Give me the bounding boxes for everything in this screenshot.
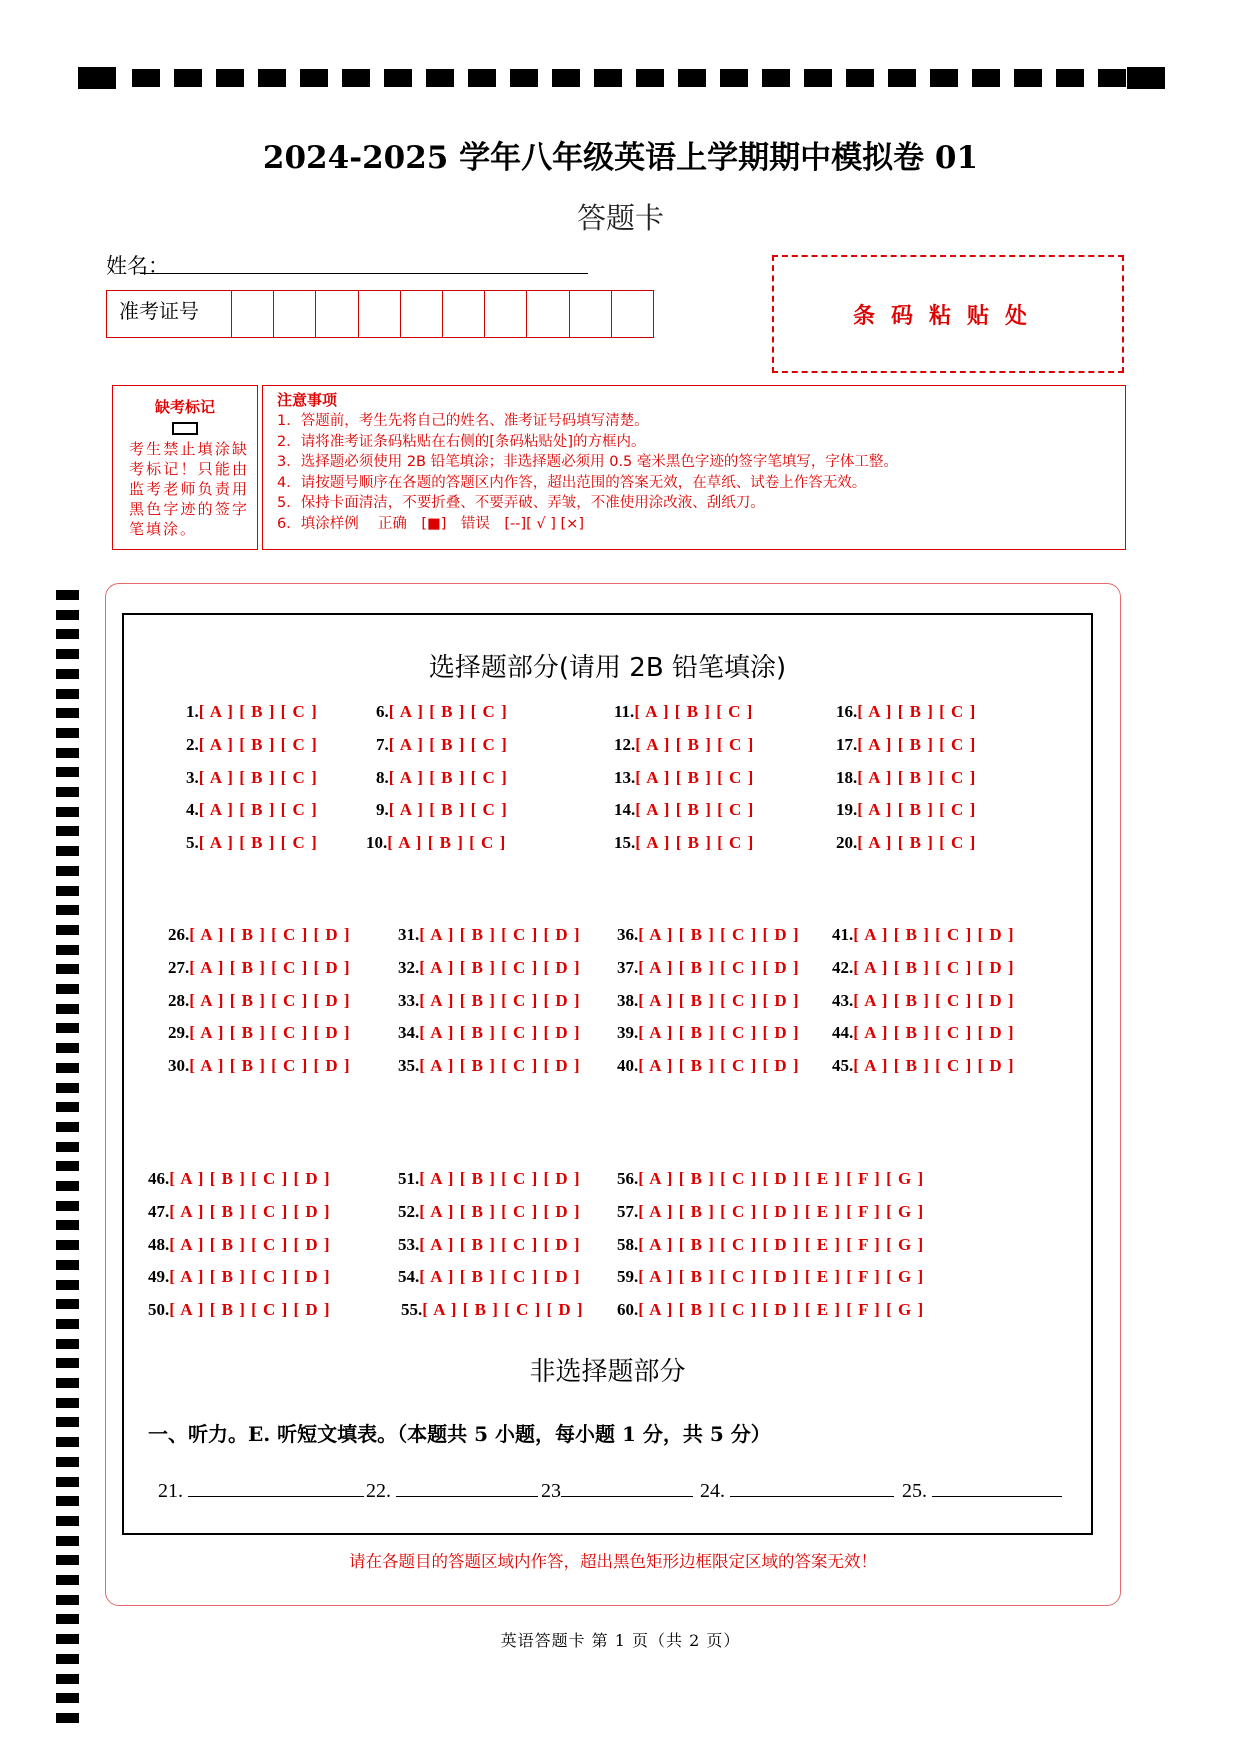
timing-mark: [56, 886, 79, 896]
question-number: 45.: [832, 1056, 854, 1076]
question-number: 52.: [398, 1201, 420, 1221]
timing-mark: [56, 1161, 79, 1171]
name-label: 姓名：: [106, 254, 169, 278]
mc-question-52[interactable]: [398, 1202, 581, 1222]
mc-question-26[interactable]: [168, 925, 351, 945]
note-item: 1．答题前，考生先将自己的姓名、准考证号码填写清楚。: [277, 413, 649, 429]
answer-options[interactable]: [ A ] [ B ] [ C ] [ D ]: [853, 1056, 1015, 1076]
answer-options[interactable]: [ A ] [ B ] [ C ] [ D ]: [189, 1023, 351, 1043]
question-number: 48.: [148, 1234, 170, 1254]
timing-mark: [720, 69, 748, 87]
question-number: 39.: [617, 1023, 639, 1043]
timing-mark: [56, 728, 79, 738]
timing-mark: [552, 69, 580, 87]
mc-question-43[interactable]: [832, 991, 1015, 1011]
note-item: 2．请将准考证条码粘贴在右侧的[条码粘贴处]的方框内。: [277, 433, 646, 450]
absent-text: 考生禁止填涂缺考标记！只能由监考老师负责用黑色字迹的签字笔填涂。: [129, 440, 249, 538]
timing-mark: [56, 1457, 79, 1467]
timing-mark: [510, 69, 538, 87]
answer-options[interactable]: [ A ] [ B ] [ C ] [ D ]: [419, 957, 581, 977]
question-number: 9.: [376, 800, 389, 820]
left-timing-marks: [56, 590, 82, 1750]
question-number: 15.: [614, 833, 636, 853]
timing-mark: [56, 1102, 79, 1112]
warning-text: 请在各题目的答题区域内作答，超出黑色矩形边框限定区域的答案无效！: [349, 1552, 877, 1571]
timing-mark: [56, 826, 79, 836]
timing-mark: [678, 69, 706, 87]
question-number: 53.: [398, 1234, 420, 1254]
timing-mark: [342, 69, 370, 87]
question-number: 50.: [148, 1300, 170, 1320]
mc-question-29[interactable]: [168, 1023, 351, 1043]
question-number: 16.: [836, 702, 858, 721]
answer-options[interactable]: [ A ] [ B ] [ C ] [ D ]: [853, 957, 1015, 977]
timing-mark: [56, 787, 79, 797]
mc-question-38[interactable]: [617, 991, 800, 1011]
mc-question-37[interactable]: [617, 958, 800, 978]
timing-mark: [56, 1358, 79, 1368]
answer-options[interactable]: [ A ] [ B ] [ C ]: [198, 833, 318, 853]
timing-mark: [56, 945, 79, 955]
mc-question-36[interactable]: [617, 925, 800, 945]
mc-question-39[interactable]: [617, 1023, 800, 1043]
exam-id-cell[interactable]: [401, 291, 443, 337]
timing-mark: [56, 590, 79, 600]
mc-question-6[interactable]: [376, 702, 508, 722]
question-number: 42.: [832, 957, 854, 977]
timing-mark: [56, 846, 79, 856]
timing-mark: [56, 866, 79, 876]
timing-mark: [56, 1299, 79, 1309]
answer-blank[interactable]: [700, 1478, 894, 1503]
note-item: 5．保持卡面清洁，不要折叠、不要弄破、弄皱，不准使用涂改液、刮纸刀。: [277, 495, 765, 512]
mc-question-42[interactable]: [832, 958, 1015, 978]
timing-mark: [636, 69, 664, 87]
exam-id-cell[interactable]: [527, 291, 569, 337]
answer-options[interactable]: [ A ] [ B ] [ C ] [ D ]: [189, 990, 351, 1010]
question-number: 12.: [614, 734, 636, 754]
note-item: 3．选择题必须使用 2B 铅笔填涂；非选择题必须用 0.5 毫米黑色字迹的签字笔填写，字体工整。: [277, 454, 898, 471]
answer-options[interactable]: [ A ] [ B ] [ C ] [ D ]: [638, 925, 800, 944]
timing-mark: [56, 1201, 79, 1211]
question-number: 54.: [398, 1267, 420, 1287]
timing-mark: [56, 1417, 79, 1427]
mc-question-28[interactable]: [168, 991, 351, 1011]
answer-blank[interactable]: [366, 1478, 538, 1503]
answer-options[interactable]: [ A ] [ B ] [ C ] [ D ]: [419, 1169, 581, 1188]
mc-question-16[interactable]: [836, 702, 976, 722]
question-number: 2.: [186, 734, 199, 754]
mc-question-49[interactable]: [148, 1267, 331, 1287]
question-number: 14.: [614, 800, 636, 820]
question-number: 59.: [617, 1267, 639, 1287]
question-number: 30.: [168, 1056, 190, 1076]
question-number: 58.: [617, 1234, 639, 1254]
answer-options[interactable]: [ A ] [ B ] [ C ]: [634, 702, 754, 721]
listening-question-title: 一、听力。E. 听短文填表。（本题共 5 小题，每小题 1 分，共 5 分）: [148, 1422, 771, 1446]
timing-mark: [56, 1122, 79, 1132]
question-number: 5.: [186, 833, 199, 853]
answer-options[interactable]: [ A ] [ B ] [ C ]: [198, 734, 318, 754]
timing-mark: [56, 1063, 79, 1073]
timing-mark: [56, 1614, 79, 1624]
question-number: 51.: [398, 1169, 420, 1188]
answer-options[interactable]: [ A ] [ B ] [ C ]: [635, 800, 755, 820]
answer-options[interactable]: [ A ] [ B ] [ C ]: [198, 702, 318, 721]
mc-question-10[interactable]: [366, 833, 506, 853]
timing-mark: [216, 69, 244, 87]
question-number: 32.: [398, 957, 420, 977]
answer-options[interactable]: [ A ] [ B ] [ C ]: [857, 800, 977, 820]
answer-options[interactable]: [ A ] [ B ] [ C ] [ D ]: [169, 1169, 331, 1188]
question-number: 4.: [186, 800, 199, 820]
blank-number: 22.: [366, 1480, 391, 1502]
answer-options[interactable]: [ A ] [ B ] [ C ]: [198, 767, 318, 787]
question-number: 13.: [614, 767, 636, 787]
timing-mark: [56, 905, 79, 915]
question-number: 28.: [168, 990, 190, 1010]
timing-mark: [56, 610, 79, 620]
timing-mark: [56, 1674, 79, 1684]
question-number: 38.: [617, 990, 639, 1010]
timing-mark: [56, 1536, 79, 1546]
question-number: 7.: [376, 734, 389, 754]
timing-mark: [56, 1516, 79, 1526]
question-number: 1.: [186, 702, 199, 721]
answer-options[interactable]: [ A ] [ B ] [ C ] [ D ]: [638, 1056, 800, 1076]
exam-id-cell[interactable]: [443, 291, 485, 337]
answer-options[interactable]: [ A ] [ B ] [ C ] [ D ]: [419, 1056, 581, 1076]
answer-options[interactable]: [ A ] [ B ] [ C ] [ D ]: [169, 1234, 331, 1254]
mc-question-47[interactable]: [148, 1202, 331, 1222]
timing-mark: [56, 1713, 79, 1723]
mc-question-51[interactable]: [398, 1169, 581, 1189]
mc-question-46[interactable]: [148, 1169, 331, 1189]
mc-question-54[interactable]: [398, 1267, 581, 1287]
answer-options[interactable]: [ A ] [ B ] [ C ]: [857, 702, 977, 721]
timing-mark: [56, 629, 79, 639]
question-number: 40.: [617, 1056, 639, 1076]
notes-box: [262, 385, 1126, 550]
exam-id-cell[interactable]: [274, 291, 316, 337]
exam-id-cell[interactable]: [570, 291, 612, 337]
page-title: 2024-2025 学年八年级英语上学期期中模拟卷 01: [262, 140, 979, 176]
answer-options[interactable]: [ A ] [ B ] [ C ] [ D ]: [169, 1267, 331, 1287]
mc-question-34[interactable]: [398, 1023, 581, 1043]
timing-mark: [56, 1083, 79, 1093]
mc-question-12[interactable]: [614, 735, 754, 755]
question-number: 49.: [148, 1267, 170, 1287]
answer-blank[interactable]: [158, 1478, 364, 1503]
timing-mark: [56, 1378, 79, 1388]
blank-number: 23: [541, 1480, 561, 1502]
answer-options[interactable]: [ A ] [ B ] [ C ] [ D ]: [638, 990, 800, 1010]
mc-question-60[interactable]: [617, 1300, 924, 1320]
page-footer: 英语答题卡 第 1 页（共 2 页）: [500, 1631, 741, 1650]
answer-options[interactable]: [ A ] [ B ] [ C ] [ D ]: [419, 1267, 581, 1287]
exam-id-cell[interactable]: [612, 291, 653, 337]
answer-options[interactable]: [ A ] [ B ] [ C ]: [198, 800, 318, 820]
timing-mark: [56, 1142, 79, 1152]
answer-options[interactable]: [ A ] [ B ] [ C ]: [388, 734, 508, 754]
mc-question-5[interactable]: [186, 833, 318, 853]
exam-id-cell[interactable]: [359, 291, 401, 337]
timing-mark: [56, 1654, 79, 1664]
mc-question-18[interactable]: [836, 768, 976, 788]
mc-question-8[interactable]: [376, 768, 508, 788]
timing-mark: [56, 708, 79, 718]
question-number: 43.: [832, 990, 854, 1010]
mc-question-53[interactable]: [398, 1235, 581, 1255]
blank-number: 21.: [158, 1480, 183, 1502]
timing-mark: [56, 1555, 79, 1565]
answer-options[interactable]: [ A ] [ B ] [ C ] [ D ] [ E ] [ F ] [ G ]: [638, 1267, 925, 1287]
mc-question-17[interactable]: [836, 735, 976, 755]
mc-question-20[interactable]: [836, 833, 976, 853]
answer-options[interactable]: [ A ] [ B ] [ C ] [ D ]: [853, 925, 1015, 944]
mc-question-55[interactable]: [401, 1300, 584, 1320]
blank-number: 25.: [902, 1480, 927, 1502]
answer-blank[interactable]: [902, 1478, 1062, 1503]
answer-options[interactable]: [ A ] [ B ] [ C ] [ D ]: [169, 1201, 331, 1221]
timing-mark: [56, 1693, 79, 1703]
exam-id-cell[interactable]: [232, 291, 274, 337]
timing-mark: [1014, 69, 1042, 87]
top-timing-marks: [78, 67, 1164, 89]
timing-mark: [132, 69, 160, 87]
answer-options[interactable]: [ A ] [ B ] [ C ] [ D ]: [189, 925, 351, 944]
timing-mark: [300, 69, 328, 87]
timing-mark: [930, 69, 958, 87]
answer-area-border-right: [1091, 613, 1093, 1535]
mc-question-50[interactable]: [148, 1300, 331, 1320]
question-number: 8.: [376, 767, 389, 787]
answer-options[interactable]: [ A ] [ B ] [ C ]: [635, 833, 755, 853]
question-number: 18.: [836, 767, 858, 787]
answer-options[interactable]: [ A ] [ B ] [ C ] [ D ]: [419, 990, 581, 1010]
answer-options[interactable]: [ A ] [ B ] [ C ] [ D ]: [189, 957, 351, 977]
timing-mark: [56, 1595, 79, 1605]
question-number: 37.: [617, 957, 639, 977]
answer-options[interactable]: [ A ] [ B ] [ C ] [ D ] [ E ] [ F ] [ G ]: [638, 1201, 925, 1221]
timing-mark: [56, 748, 79, 758]
timing-mark: [762, 69, 790, 87]
barcode-area: [772, 255, 1124, 373]
timing-mark: [384, 69, 412, 87]
answer-options[interactable]: [ A ] [ B ] [ C ]: [635, 767, 755, 787]
question-number: 20.: [836, 833, 858, 853]
question-number: 56.: [617, 1169, 639, 1188]
answer-options[interactable]: [ A ] [ B ] [ C ]: [388, 702, 508, 721]
mc-question-59[interactable]: [617, 1267, 924, 1287]
timing-mark: [56, 984, 79, 994]
mc-question-4[interactable]: [186, 800, 318, 820]
timing-mark: [56, 767, 79, 777]
question-number: 44.: [832, 1023, 854, 1043]
mc-question-9[interactable]: [376, 800, 508, 820]
timing-mark: [56, 689, 79, 699]
answer-options[interactable]: [ A ] [ B ] [ C ]: [857, 833, 977, 853]
timing-mark: [468, 69, 496, 87]
mc-question-35[interactable]: [398, 1056, 581, 1076]
mc-question-41[interactable]: [832, 925, 1015, 945]
question-number: 47.: [148, 1201, 170, 1221]
question-number: 17.: [836, 734, 858, 754]
question-number: 29.: [168, 1023, 190, 1043]
absent-checkbox[interactable]: [172, 422, 198, 435]
answer-options[interactable]: [ A ] [ B ] [ C ]: [635, 734, 755, 754]
mc-question-56[interactable]: [617, 1169, 924, 1189]
question-number: 55.: [401, 1300, 423, 1320]
answer-blank[interactable]: [541, 1478, 693, 1503]
timing-mark: [56, 669, 79, 679]
question-number: 6.: [376, 702, 389, 721]
answer-options[interactable]: [ A ] [ B ] [ C ] [ D ]: [169, 1300, 331, 1320]
note-item: 6．填涂样例 正确 [■] 错误 [--][ √ ] [×]: [277, 515, 584, 532]
question-number: 19.: [836, 800, 858, 820]
non-mc-section-heading: 非选择题部分: [529, 1357, 686, 1387]
timing-mark: [56, 649, 79, 659]
timing-mark: [56, 1496, 79, 1506]
mc-question-48[interactable]: [148, 1235, 331, 1255]
timing-mark: [174, 69, 202, 87]
answer-options[interactable]: [ A ] [ B ] [ C ] [ D ]: [419, 925, 581, 944]
answer-options[interactable]: [ A ] [ B ] [ C ] [ D ] [ E ] [ F ] [ G ]: [638, 1169, 925, 1188]
mc-question-57[interactable]: [617, 1202, 924, 1222]
blank-number: 24.: [700, 1480, 725, 1502]
timing-mark: [56, 1023, 79, 1033]
mc-question-3[interactable]: [186, 768, 318, 788]
mc-question-58[interactable]: [617, 1235, 924, 1255]
answer-options[interactable]: [ A ] [ B ] [ C ] [ D ]: [638, 1023, 800, 1043]
exam-id-label: 准考证号: [107, 291, 232, 337]
timing-mark: [56, 964, 79, 974]
mc-question-14[interactable]: [614, 800, 754, 820]
timing-mark: [56, 807, 79, 817]
timing-mark: [804, 69, 832, 87]
timing-mark: [1056, 69, 1084, 87]
answer-options[interactable]: [ A ] [ B ] [ C ] [ D ]: [853, 1023, 1015, 1043]
timing-mark: [1127, 67, 1165, 89]
answer-options[interactable]: [ A ] [ B ] [ C ] [ D ] [ E ] [ F ] [ G ]: [638, 1234, 925, 1254]
absent-mark-box: [112, 385, 258, 550]
timing-mark: [56, 1004, 79, 1014]
timing-mark: [56, 1319, 79, 1329]
answer-options[interactable]: [ A ] [ B ] [ C ]: [388, 800, 508, 820]
timing-mark: [56, 1280, 79, 1290]
mc-question-32[interactable]: [398, 958, 581, 978]
answer-options[interactable]: [ A ] [ B ] [ C ] [ D ]: [419, 1234, 581, 1254]
exam-id-cell[interactable]: [485, 291, 527, 337]
timing-mark: [426, 69, 454, 87]
exam-id-cell[interactable]: [316, 291, 358, 337]
answer-options[interactable]: [ A ] [ B ] [ C ]: [387, 833, 507, 853]
timing-mark: [846, 69, 874, 87]
mc-question-15[interactable]: [614, 833, 754, 853]
mc-question-13[interactable]: [614, 768, 754, 788]
answer-options[interactable]: [ A ] [ B ] [ C ]: [388, 767, 508, 787]
exam-id-grid: [106, 290, 654, 338]
timing-mark: [56, 925, 79, 935]
timing-mark: [972, 69, 1000, 87]
timing-mark: [1098, 69, 1126, 87]
mc-question-31[interactable]: [398, 925, 581, 945]
answer-options[interactable]: [ A ] [ B ] [ C ]: [857, 767, 977, 787]
page-subtitle: 答题卡: [576, 201, 664, 235]
answer-options[interactable]: [ A ] [ B ] [ C ] [ D ]: [853, 990, 1015, 1010]
notes-title: 注意事项: [277, 391, 338, 409]
question-number: 26.: [168, 925, 190, 944]
mc-question-30[interactable]: [168, 1056, 351, 1076]
answer-options[interactable]: [ A ] [ B ] [ C ] [ D ]: [419, 1201, 581, 1221]
question-number: 34.: [398, 1023, 420, 1043]
question-number: 60.: [617, 1300, 639, 1320]
question-number: 31.: [398, 925, 420, 944]
timing-mark: [56, 1260, 79, 1270]
timing-mark: [56, 1575, 79, 1585]
timing-mark: [56, 1437, 79, 1447]
question-number: 36.: [617, 925, 639, 944]
question-number: 41.: [832, 925, 854, 944]
timing-mark: [56, 1220, 79, 1230]
barcode-label: 条码粘贴处: [852, 303, 1043, 329]
question-number: 10.: [366, 833, 388, 853]
timing-mark: [594, 69, 622, 87]
mc-question-19[interactable]: [836, 800, 976, 820]
answer-options[interactable]: [ A ] [ B ] [ C ] [ D ] [ E ] [ F ] [ G ]: [638, 1300, 925, 1320]
answer-options[interactable]: [ A ] [ B ] [ C ]: [857, 734, 977, 754]
mc-question-7[interactable]: [376, 735, 508, 755]
timing-mark: [56, 1477, 79, 1487]
timing-mark: [56, 1240, 79, 1250]
mc-question-11[interactable]: [614, 702, 753, 722]
mc-question-40[interactable]: [617, 1056, 800, 1076]
answer-options[interactable]: [ A ] [ B ] [ C ] [ D ]: [189, 1056, 351, 1076]
mc-section-heading: 选择题部分(请用 2B 铅笔填涂): [428, 653, 787, 683]
timing-mark: [56, 1398, 79, 1408]
timing-mark: [888, 69, 916, 87]
timing-mark: [56, 1339, 79, 1349]
answer-options[interactable]: [ A ] [ B ] [ C ] [ D ]: [638, 957, 800, 977]
mc-question-2[interactable]: [186, 735, 318, 755]
question-number: 27.: [168, 957, 190, 977]
question-number: 3.: [186, 767, 199, 787]
mc-question-1[interactable]: [186, 702, 318, 722]
question-number: 11.: [614, 702, 635, 721]
mc-question-44[interactable]: [832, 1023, 1015, 1043]
question-number: 35.: [398, 1056, 420, 1076]
answer-options[interactable]: [ A ] [ B ] [ C ] [ D ]: [422, 1300, 584, 1320]
mc-question-27[interactable]: [168, 958, 351, 978]
mc-question-45[interactable]: [832, 1056, 1015, 1076]
timing-mark: [56, 1043, 79, 1053]
name-field[interactable]: [140, 273, 588, 274]
note-item: 4．请按题号顺序在各题的答题区内作答，超出范围的答案无效，在草纸、试卷上作答无效。: [277, 474, 867, 491]
absent-title: 缺考标记: [154, 398, 215, 416]
timing-mark: [56, 1181, 79, 1191]
timing-mark: [78, 67, 116, 89]
answer-options[interactable]: [ A ] [ B ] [ C ] [ D ]: [419, 1023, 581, 1043]
question-number: 46.: [148, 1169, 170, 1188]
timing-mark: [258, 69, 286, 87]
question-number: 57.: [617, 1201, 639, 1221]
question-number: 33.: [398, 990, 420, 1010]
mc-question-33[interactable]: [398, 991, 581, 1011]
